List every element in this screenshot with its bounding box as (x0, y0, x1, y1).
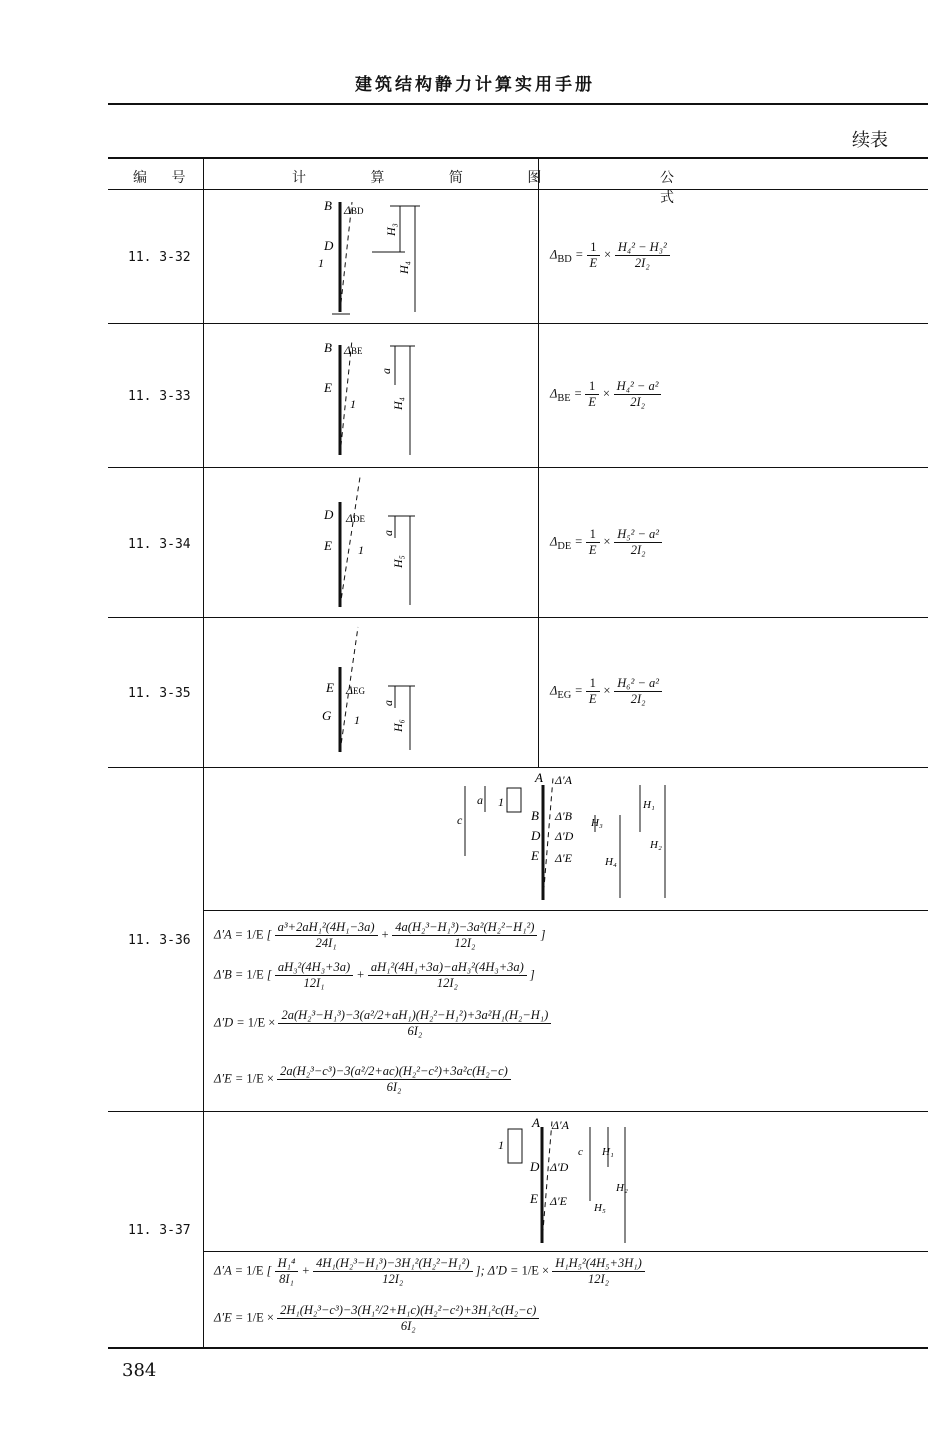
svg-text:E: E (530, 1191, 538, 1206)
page-header-title: 建筑结构静力计算实用手册 (355, 75, 595, 95)
svg-text:a: a (379, 368, 393, 374)
formula-11-3-34: $\Delta_{DE}$ = $\frac{1}{E}$ × $\frac{\text{H₅² − a²}}{\text{2I₂}}$ (550, 527, 662, 558)
svg-text:H₂: H₂ (616, 1182, 628, 1194)
svg-text:B: B (324, 340, 332, 355)
formula-11-3-37-b: Δ′E = 1/E × $\frac{\text{2H₁(H₂³−c³)−3(H₁²/2+H₁c)(H₂²−c²)+3H₁²c(H₂−c)}}{\text{6I₂}}$ (214, 1303, 539, 1334)
svg-text:H₃: H₃ (384, 223, 398, 236)
formula-11-3-35: $\Delta_{EG}$ = $\frac{1}{E}$ × $\frac{\text{H₆² − a²}}{\text{2I₂}}$ (550, 676, 662, 707)
svg-text:a: a (381, 700, 395, 706)
formula-11-3-36-b: Δ′B = 1/E [ $\frac{\text{aH₃²(4H₃+3a)}}{\text{12I₁}}$ + $\frac{\text{aH₁²(4H₁+3a)−aH₃²(4H₃+3a)}}{\text{12I₂}}$ ] (214, 960, 535, 990)
svg-text:Δ′E: Δ′E (550, 1194, 567, 1208)
row-number: 11. 3-36 (128, 933, 191, 948)
diagram-11-3-35 (310, 622, 440, 762)
diagram-11-3-36 (455, 770, 685, 908)
header-rule (108, 103, 928, 105)
svg-text:D: D (324, 238, 334, 253)
continued-label: 续表 (852, 130, 888, 151)
svg-text:ΔBD: ΔBD (344, 203, 364, 217)
svg-text:Δ′A: Δ′A (552, 1118, 569, 1132)
col-head-diagram: 计 算 简 图 (292, 170, 572, 186)
svg-text:H₄: H₄ (605, 856, 617, 868)
row-rule (108, 1111, 928, 1112)
svg-text:Δ′A: Δ′A (555, 773, 572, 787)
formula-11-3-33: $\Delta_{BE}$ = $\frac{1}{E}$ × $\frac{\text{H₄² − a²}}{\text{2I₂}}$ (550, 379, 661, 410)
svg-text:ΔDE: ΔDE (346, 511, 366, 525)
svg-text:B: B (531, 808, 539, 823)
svg-text:Δ′B: Δ′B (555, 809, 572, 823)
row-number: 11. 3-34 (128, 537, 191, 552)
row-number: 11. 3-35 (128, 686, 191, 701)
svg-text:1: 1 (498, 1138, 504, 1152)
row-rule (108, 467, 928, 468)
svg-text:1: 1 (498, 795, 504, 809)
svg-text:E: E (531, 848, 539, 863)
svg-text:E: E (324, 380, 332, 395)
svg-text:E: E (326, 680, 334, 695)
row-number: 11. 3-37 (128, 1223, 191, 1238)
svg-text:B: B (324, 198, 332, 213)
col-divider-1 (203, 157, 204, 1347)
formula-11-3-36-c: Δ′D = 1/E × $\frac{\text{2a(H₂³−H₁³)−3(a²/2+aH₁)(H₂²−H₁²)+3a²H₁(H₂−H₁)}}{\text{6I₂}}$ (214, 1008, 551, 1039)
svg-text:Δ′D: Δ′D (550, 1160, 569, 1174)
svg-text:H₄: H₄ (391, 397, 405, 410)
formula-11-3-36-d: Δ′E = 1/E × $\frac{\text{2a(H₂³−c³)−3(a²/2+ac)(H₂²−c²)+3a²c(H₂−c)}}{\text{6I₂}}$ (214, 1064, 511, 1095)
svg-text:1: 1 (354, 713, 360, 727)
svg-text:H₅: H₅ (594, 1202, 606, 1214)
svg-text:ΔBE: ΔBE (344, 343, 363, 357)
svg-text:A: A (535, 770, 543, 785)
table-bottom-rule (108, 1347, 928, 1349)
row-subrule (203, 910, 928, 911)
formula-11-3-36-a: Δ′A = 1/E [ $\frac{\text{a³+2aH₁²(4H₁−3a)}}{\text{24I₁}}$ + $\frac{\text{4a(H₂³−H₁³)−3a²(H₂²−H₁²)}}{\text{12I₂}}$ ] (214, 920, 546, 950)
diagram-11-3-32 (310, 192, 440, 322)
svg-text:Δ′E: Δ′E (555, 851, 572, 865)
svg-text:H₅: H₅ (391, 555, 405, 568)
svg-text:H₃: H₃ (591, 817, 603, 829)
svg-text:c: c (457, 813, 463, 827)
svg-text:H₆: H₆ (391, 719, 405, 732)
page-number: 384 (122, 1360, 157, 1381)
col-divider-2 (538, 157, 539, 767)
formula-11-3-32: $\Delta_{BD}$ = $\frac{1}{E}$ × $\frac{\text{H₄² − H₃²}}{\text{2I₂}}$ (550, 240, 670, 271)
svg-text:1: 1 (318, 256, 324, 270)
svg-text:a: a (381, 530, 395, 536)
svg-text:ΔEG: ΔEG (346, 683, 366, 697)
svg-text:G: G (322, 708, 332, 723)
diagram-11-3-33 (310, 330, 440, 460)
diagram-11-3-34 (310, 472, 440, 612)
row-number: 11. 3-32 (128, 250, 191, 265)
col-head-number: 编 号 (133, 170, 196, 186)
svg-text:1: 1 (350, 397, 356, 411)
row-rule (108, 323, 928, 324)
table-top-rule (108, 157, 928, 159)
row-number: 11. 3-33 (128, 389, 191, 404)
row-rule (108, 617, 928, 618)
col-head-formula: 公 式 (660, 170, 794, 206)
svg-text:H₁: H₁ (643, 799, 655, 811)
svg-text:D: D (324, 507, 334, 522)
svg-text:c: c (578, 1146, 583, 1158)
svg-text:Δ′D: Δ′D (555, 829, 574, 843)
row-subrule (203, 1251, 928, 1252)
formula-11-3-37-a: Δ′A = 1/E [ $\frac{\text{H₁⁴}}{\text{8I₁}}$ + $\frac{\text{4H₁(H₂³−H₁³)−3H₁²(H₂²−H₁²)}}{\text{12I₂}}$ ]; Δ′D = 1/E × $\frac{\text{H₁H₅²(4H₅+3H₁)}}{\text{12I₂}}$ (214, 1256, 645, 1287)
svg-text:A: A (532, 1115, 540, 1130)
row-rule (108, 767, 928, 768)
svg-text:1: 1 (358, 543, 364, 557)
svg-text:H₁: H₁ (602, 1146, 614, 1158)
svg-text:H₂: H₂ (650, 839, 662, 851)
svg-text:D: D (531, 828, 541, 843)
svg-text:D: D (530, 1159, 540, 1174)
svg-text:E: E (324, 538, 332, 553)
diagram-11-3-37 (490, 1115, 650, 1249)
svg-text:a: a (477, 793, 483, 807)
svg-text:H₄: H₄ (397, 261, 411, 274)
